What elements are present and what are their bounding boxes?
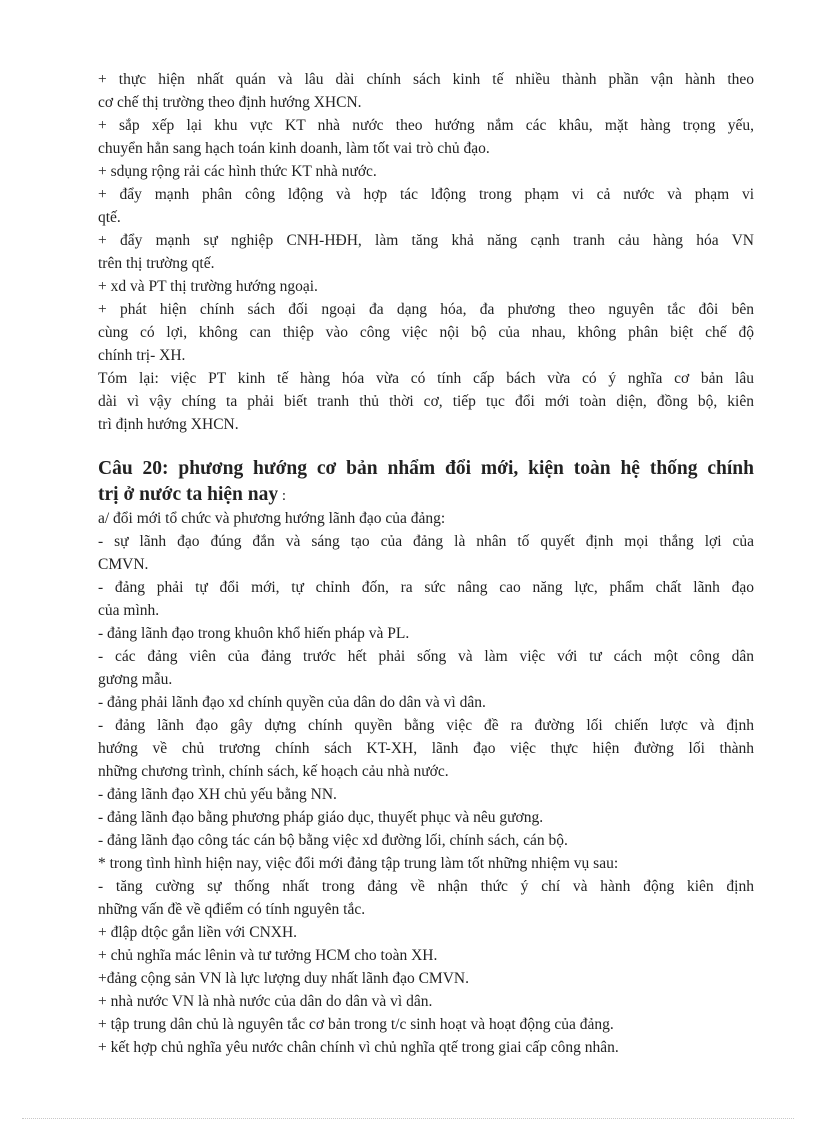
heading-tail: : — [278, 488, 287, 504]
text-line: chuyển hẳn sang hạch toán kinh doanh, làm tốt vai trò chủ đạo. — [98, 140, 490, 157]
text-line: a/ đổi mới tổ chức và phương hướng lãnh đạo của đảng: — [98, 510, 446, 527]
text-line: + xd và PT thị trường hướng ngoại. — [98, 278, 318, 295]
text-line: - đảng lãnh đạo trong khuôn khổ hiến pháp và PL. — [98, 625, 410, 642]
text-line: - đảng lãnh đạo XH chủ yếu bằng NN. — [98, 786, 337, 803]
text-line: gương mẫu. — [98, 671, 173, 688]
text-line: +đảng cộng sản VN là lực lượng duy nhất lãnh đạo CMVN. — [98, 970, 469, 987]
text-line: + chủ nghĩa mác lênin và tư tưởng HCM cho toàn XH. — [98, 947, 438, 964]
text-line: cơ chế thị trường theo định hướng XHCN. — [98, 94, 362, 111]
text-line: những vấn đề về qđiểm có tính nguyên tắc. — [98, 901, 366, 918]
text-line: + kết hợp chủ nghĩa yêu nước chân chính vì chủ nghĩa qtế trong giai cấp công nhân. — [98, 1039, 619, 1056]
text-line: - đảng phải lãnh đạo xd chính quyền của dân do dân và vì dân. — [98, 694, 486, 711]
text-line: + nhà nước VN là nhà nước của dân do dân và vì dân. — [98, 993, 433, 1010]
text-line: chính trị- XH. — [98, 347, 186, 364]
text-line: + sdụng rộng rải các hình thức KT nhà nước. — [98, 163, 377, 180]
text-line: * trong tình hình hiện nay, việc đổi mới đảng tập trung làm tốt những nhiệm vụ sau: — [98, 855, 619, 872]
text-line: + đlập dtộc gắn liền với CNXH. — [98, 924, 298, 941]
text-line: + đẩy mạnh sự nghiệp CNH-HĐH, làm tăng khả năng cạnh tranh cảu hàng hóa VN — [98, 232, 754, 249]
page-bottom-divider — [22, 1118, 794, 1119]
text-line: - đảng phải tự đổi mới, tự chỉnh đốn, ra sức nâng cao năng lực, phẩm chất lãnh đạo — [98, 579, 754, 596]
text-line: + đẩy mạnh phân công lđộng và hợp tác lđộng trong phạm vi cả nước và phạm vi — [98, 186, 754, 203]
text-line: cùng có lợi, không can thiệp vào công việc nội bộ của nhau, không phân biệt chế độ — [98, 324, 754, 341]
text-line: - đảng lãnh đạo gây dựng chính quyền bằng việc đề ra đường lối chiến lược và định — [98, 717, 754, 734]
text-line: trên thị trường qtế. — [98, 255, 215, 272]
text-line: - đảng lãnh đạo công tác cán bộ bằng việc xd đường lối, chính sách, cán bộ. — [98, 832, 568, 849]
text-line: của mình. — [98, 602, 160, 619]
text-line: hướng về chủ trương chính sách KT-XH, lãnh đạo việc thực hiện đường lối thành — [98, 740, 754, 757]
text-line: CMVN. — [98, 556, 149, 573]
text-line: + tập trung dân chủ là nguyên tắc cơ bản trong t/c sinh hoạt và hoạt động của đảng. — [98, 1016, 614, 1033]
text-line: qtế. — [98, 209, 121, 226]
text-line: - đảng lãnh đạo bằng phương pháp giáo dục, thuyết phục và nêu gương. — [98, 809, 544, 826]
text-line: những chương trình, chính sách, kế hoạch cảu nhà nước. — [98, 763, 449, 780]
text-line: - các đảng viên của đảng trước hết phải sống và làm việc với tư cách một công dân — [98, 648, 754, 665]
question-heading: Câu 20: phương hướng cơ bản nhẩm đổi mới, kiện toàn hệ thống chính — [98, 458, 754, 479]
heading-text: trị ở nước ta hiện nay — [98, 484, 279, 505]
text-line: Tóm lại: việc PT kinh tế hàng hóa vừa có tính cấp bách vừa có ý nghĩa cơ bản lâu — [98, 370, 754, 387]
text-line: - sự lãnh đạo đúng đắn và sáng tạo của đảng là nhân tố quyết định mọi thắng lợi của — [98, 533, 754, 550]
text-line: trì định hướng XHCN. — [98, 416, 239, 433]
text-line: + phát hiện chính sách đối ngoại đa dạng hóa, đa phương theo nguyên tắc đôi bên — [98, 301, 754, 318]
text-line: + sắp xếp lại khu vực KT nhà nước theo hướng nắm các khâu, mặt hàng trọng yếu, — [98, 117, 754, 134]
question-heading-cont — [98, 482, 754, 509]
text-line: - tăng cường sự thống nhất trong đảng về nhận thức ý chí và hành động kiên định — [98, 878, 754, 895]
text-line: + thực hiện nhất quán và lâu dài chính sách kinh tế nhiều thành phần vận hành theo — [98, 71, 754, 88]
text-line: dài vì vậy chíng ta phải biết tranh thủ thời cơ, tiếp tục đổi mới toàn diện, đồng bộ, kiên — [98, 393, 754, 410]
